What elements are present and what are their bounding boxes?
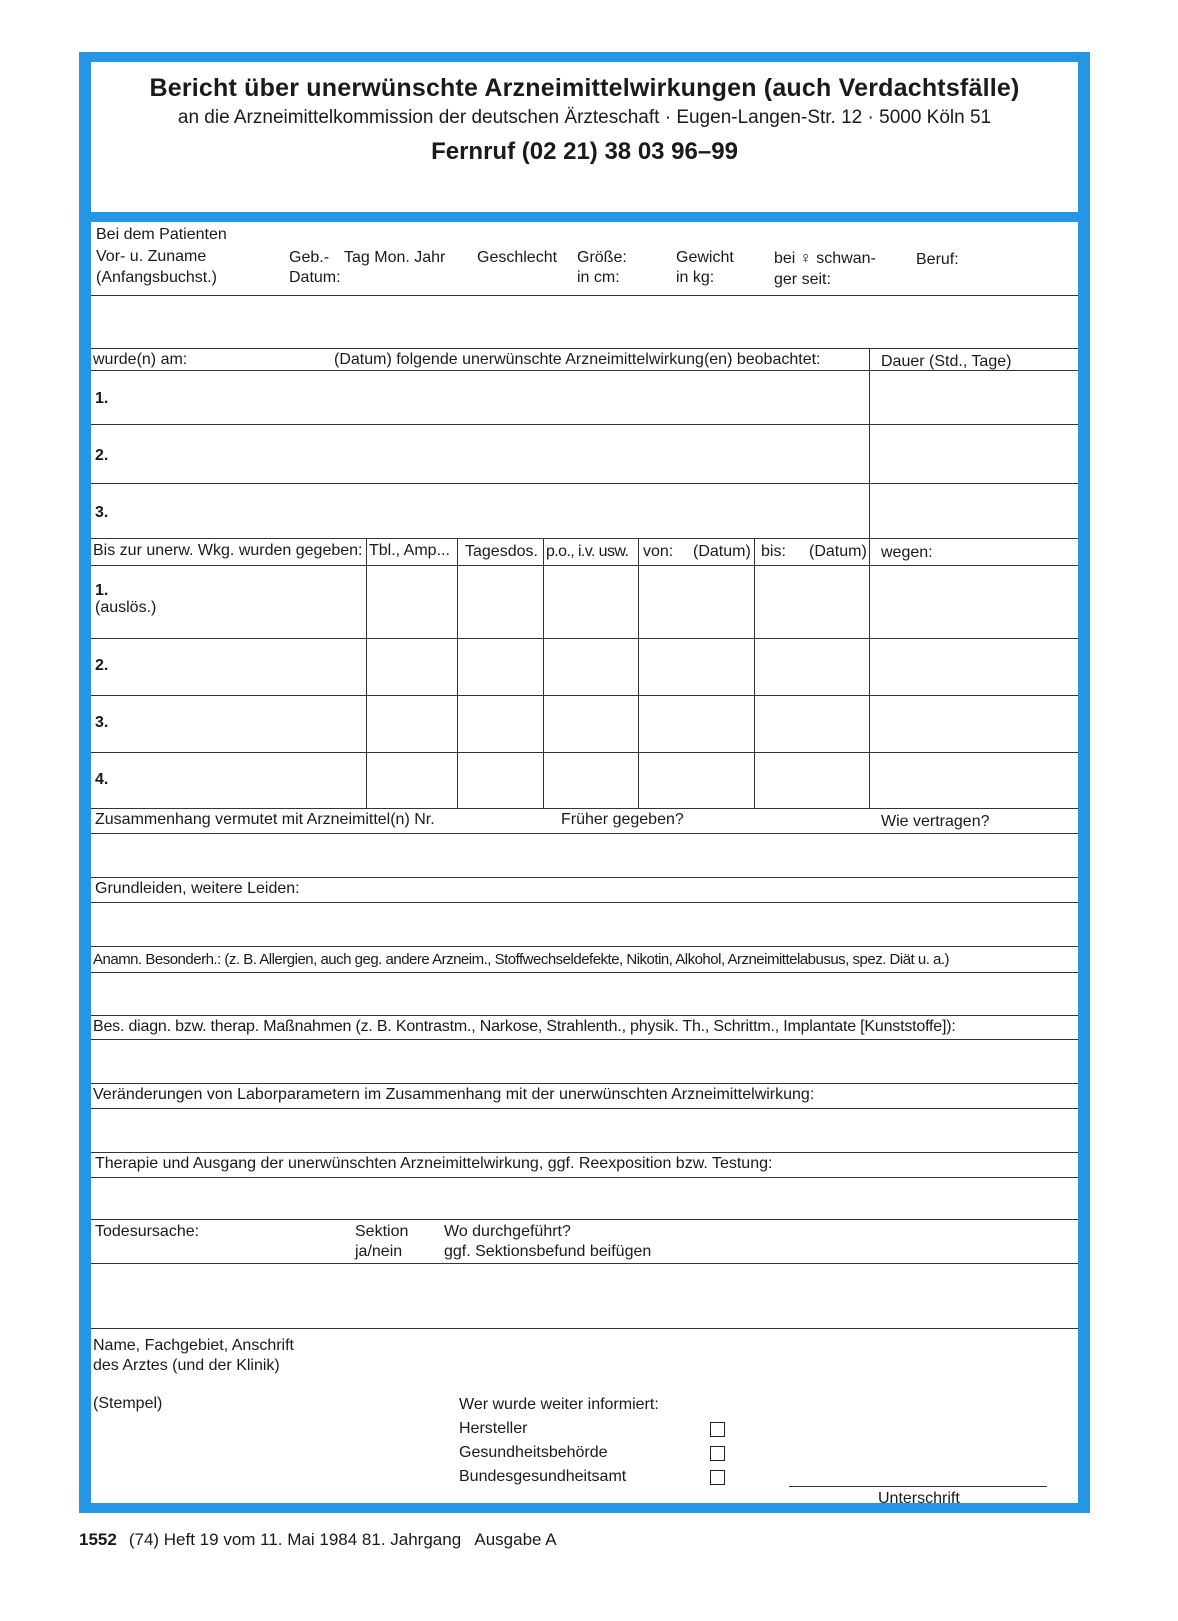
drug-row-3: 3. [95, 714, 109, 731]
drug-dose-label: Tagesdos. [465, 543, 538, 560]
dob-parts: Tag Mon. Jahr [344, 249, 446, 266]
manufacturer-checkbox[interactable] [710, 1422, 725, 1437]
drug-reason-label: wegen: [881, 544, 933, 561]
observation-line-3 [91, 538, 1078, 539]
observation-line-1 [91, 424, 1078, 425]
form-phone: Fernruf (02 21) 38 03 96–99 [431, 138, 738, 165]
drug-row-4: 4. [95, 771, 109, 788]
patient-header-line [91, 295, 1078, 296]
signature-line [789, 1486, 1047, 1487]
basic-disease-header-line [91, 902, 1078, 903]
drug-col-line-2 [457, 538, 458, 808]
pregnant-label-2: ger seit: [774, 271, 831, 288]
duration-label: Dauer (Std., Tage) [881, 353, 1012, 370]
drug-line-1 [91, 638, 1078, 639]
drug-from-label: von: [643, 543, 674, 560]
height-label: Größe: [577, 249, 627, 266]
signature-label: Unterschrift [878, 1490, 960, 1503]
death-entry-line [91, 1328, 1078, 1329]
lab-label: Veränderungen von Laborparametern im Zusammenhang mit der unerwünschten Arzneimittelwirkung: [93, 1086, 815, 1103]
name-label-hint: (Anfangsbuchst.) [96, 269, 217, 286]
therapy-label: Therapie und Ausgang der unerwünschten Arzneimittelwirkung, ggf. Reexposition bzw. Testung: [95, 1155, 773, 1172]
page-footer [79, 1530, 557, 1550]
tolerated-label: Wie vertragen? [881, 813, 990, 830]
autopsy-where-label: Wo durchgeführt? [444, 1223, 571, 1240]
stamp-label: (Stempel) [93, 1395, 163, 1412]
sex-label: Geschlecht [477, 249, 558, 266]
drug-line-2 [91, 695, 1078, 696]
observed-on-label: wurde(n) am: [93, 351, 188, 368]
height-unit: in cm: [577, 269, 620, 286]
drug-route-label: p.o., i.v. usw. [546, 543, 629, 560]
patient-intro: Bei dem Patienten [96, 226, 227, 243]
observed-text: (Datum) folgende unerwünschte Arzneimittelwirkung(en) beobachtet: [334, 351, 821, 368]
form-body [91, 222, 1078, 1503]
lab-entry-line [91, 1152, 1078, 1153]
duration-column-line [869, 348, 870, 538]
autopsy-report-note: ggf. Sektionsbefund beifügen [444, 1243, 652, 1260]
drug-from-date: (Datum) [693, 543, 751, 560]
death-cause-label: Todesursache: [95, 1223, 200, 1240]
page-number: 1552 [79, 1530, 117, 1549]
drug-line-4 [91, 808, 1078, 809]
drug-row-1-note: (auslös.) [95, 599, 157, 616]
informed-label: Wer wurde weiter informiert: [459, 1396, 659, 1413]
observation-line-2 [91, 483, 1078, 484]
measures-label: Bes. diagn. bzw. therap. Maßnahmen (z. B. Kontrastm., Narkose, Strahlenth., physik. Th., Schrittm., Implantate [Kunststoffe]): [93, 1018, 956, 1035]
job-label: Beruf: [916, 251, 959, 268]
federal-office-checkbox[interactable] [710, 1470, 725, 1485]
anamnesis-header-line [91, 972, 1078, 973]
health-authority-checkbox[interactable] [710, 1446, 725, 1461]
anamnesis-label: Anamn. Besonderh.: (z. B. Allergien, auch geg. andere Arzneim., Stoffwechseldefekte, Nikotin, Alkohol, Arzneimittelabusus, spez. Diät u. a.) [93, 951, 950, 968]
anamnesis-entry-line [91, 1015, 1078, 1016]
suspected-label: Zusammenhang vermutet mit Arzneimittel(n) Nr. [95, 811, 435, 828]
autopsy-options: ja/nein [355, 1243, 403, 1260]
form-title: Bericht über unerwünschte Arzneimittelwirkungen (auch Verdachtsfälle) [149, 74, 1020, 102]
report-form [79, 52, 1090, 1513]
drug-row-1: 1. [95, 582, 109, 599]
drug-col-line-6 [869, 538, 870, 808]
drug-to-label: bis: [761, 543, 786, 560]
pregnant-label: bei ♀ schwan- [774, 250, 876, 267]
drug-col-line-1 [366, 538, 367, 808]
name-label: Vor- u. Zuname [96, 248, 207, 265]
basic-disease-label: Grundleiden, weitere Leiden: [95, 880, 300, 897]
informed-option-health-authority: Gesundheitsbehörde [459, 1444, 608, 1461]
drug-col-line-3 [543, 538, 544, 808]
relation-header-line [91, 833, 1078, 834]
relation-entry-line [91, 877, 1078, 878]
weight-unit: in kg: [676, 269, 715, 286]
informed-option-manufacturer: Hersteller [459, 1420, 528, 1437]
observation-row-3: 3. [95, 504, 109, 521]
drug-to-date: (Datum) [809, 543, 867, 560]
doctor-name-label: Name, Fachgebiet, Anschrift [93, 1337, 294, 1354]
patient-entry-line [91, 348, 1078, 349]
drug-col-line-4 [638, 538, 639, 808]
observation-row-2: 2. [95, 447, 109, 464]
dob-label: Geb.- [289, 249, 330, 266]
measures-entry-line [91, 1083, 1078, 1084]
measures-header-line [91, 1039, 1078, 1040]
form-header [91, 62, 1078, 212]
drug-col-line-5 [754, 538, 755, 808]
death-header-line [91, 1263, 1078, 1264]
drugs-given-label: Bis zur unerw. Wkg. wurden gegeben: [93, 542, 363, 559]
therapy-header-line [91, 1177, 1078, 1178]
lab-header-line [91, 1108, 1078, 1109]
doctor-name-label-2: des Arztes (und der Klinik) [93, 1357, 280, 1374]
therapy-entry-line [91, 1219, 1078, 1220]
form-subtitle: an die Arzneimittelkommission der deutschen Ärzteschaft · Eugen-Langen-Str. 12 · 5000 Köln 51 [177, 107, 992, 128]
weight-label: Gewicht [676, 249, 734, 266]
footer-text: (74) Heft 19 vom 11. Mai 1984 81. Jahrgang Ausgabe A [128, 1530, 557, 1549]
drug-row-2: 2. [95, 657, 109, 674]
drug-form-label: Tbl., Amp... [369, 542, 450, 559]
informed-option-federal-office: Bundesgesundheitsamt [459, 1468, 627, 1485]
dob-label-2: Datum: [289, 269, 341, 286]
basic-disease-entry-line [91, 946, 1078, 947]
autopsy-label: Sektion [355, 1223, 409, 1240]
drug-line-3 [91, 752, 1078, 753]
earlier-given-label: Früher gegeben? [561, 811, 684, 828]
drug-header-line [91, 565, 1078, 566]
observation-row-1: 1. [95, 390, 109, 407]
observation-header-line [91, 370, 1078, 371]
